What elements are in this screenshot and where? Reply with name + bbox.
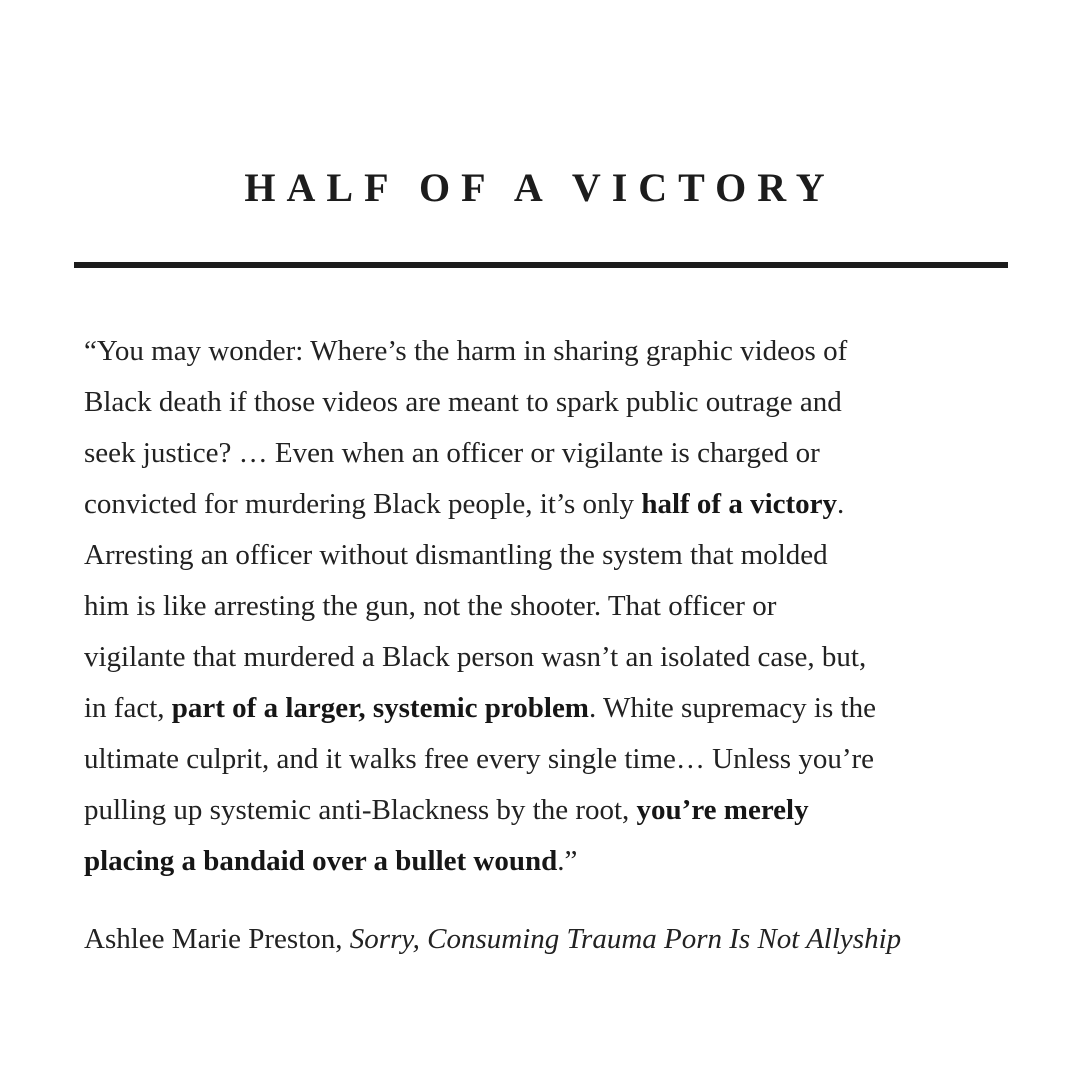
quote-emphasis: placing a bandaid over a bullet wound — [84, 845, 558, 877]
attribution — [84, 914, 1014, 965]
quote-line — [84, 479, 1014, 530]
quote-text: in fact, — [84, 692, 172, 724]
quote-emphasis: you’re merely — [636, 794, 809, 826]
quote-line — [84, 683, 1014, 734]
attribution-work-title: Sorry, Consuming Trauma Porn Is Not Allyship — [349, 923, 902, 955]
quote-line — [84, 785, 1014, 836]
quote-line — [84, 836, 1014, 887]
quote-block — [84, 326, 1014, 887]
quote-text: .” — [557, 845, 578, 877]
attribution-author: Ashlee Marie Preston, — [84, 923, 350, 955]
quote-text: convicted for murdering Black people, it’s only — [84, 488, 642, 520]
quote-text: . — [837, 488, 845, 520]
quote-text: . White supremacy is the — [588, 692, 876, 724]
quote-text: pulling up systemic anti-Blackness by the root, — [84, 794, 637, 826]
title-divider — [74, 262, 1008, 268]
quote-line: Black death if those videos are meant to spark public outrage and — [84, 386, 842, 418]
quote-line: seek justice? … Even when an officer or vigilante is charged or — [84, 437, 820, 469]
quote-line: vigilante that murdered a Black person wasn’t an isolated case, but, — [84, 641, 867, 673]
page-title: HALF OF A VICTORY — [244, 165, 836, 210]
quote-emphasis: part of a larger, systemic problem — [171, 692, 589, 724]
quote-line: Arresting an officer without dismantling the system that molded — [84, 539, 828, 571]
quote-line: ultimate culprit, and it walks free every single time… Unless you’re — [84, 743, 875, 775]
quote-line: “You may wonder: Where’s the harm in sharing graphic videos of — [84, 335, 848, 367]
quote-line: him is like arresting the gun, not the shooter. That officer or — [84, 590, 777, 622]
quote-emphasis: half of a victory — [641, 488, 838, 520]
